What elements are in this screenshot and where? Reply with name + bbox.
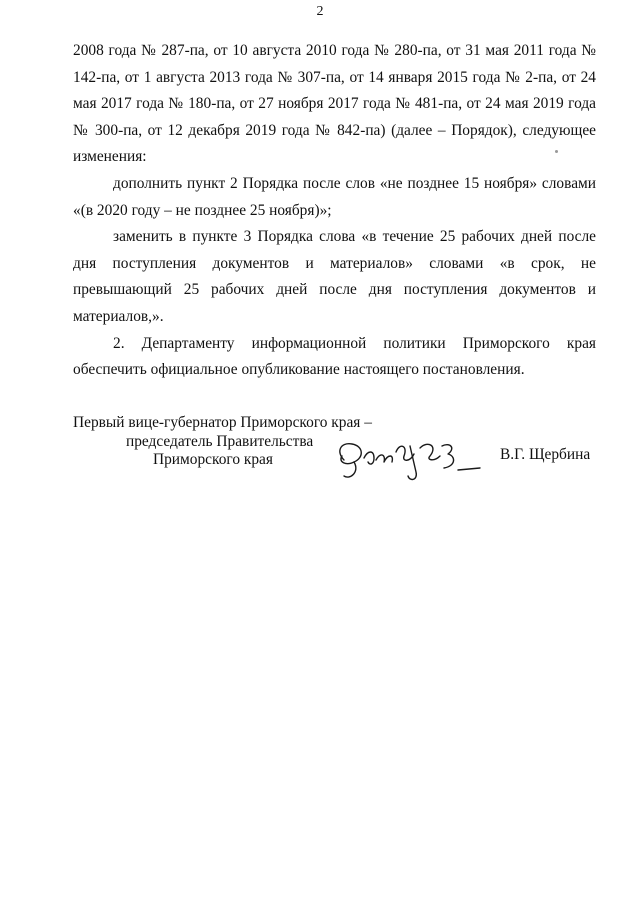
signatory-title-line-3: Приморского края bbox=[153, 451, 273, 468]
document-body bbox=[73, 38, 596, 384]
signatory-title-line-1: Первый вице-губернатор Приморского края – bbox=[73, 414, 372, 431]
signatory-title bbox=[73, 414, 372, 470]
paragraph-publication-order: 2. Департаменту информационной политики Приморского края обеспечить официальное опубликование настоящего постановления. bbox=[73, 334, 596, 379]
page-number: 2 bbox=[316, 4, 324, 19]
paragraph-amended-acts: 2008 года № 287-па, от 10 августа 2010 года № 280-па, от 31 мая 2011 года № 142-па, от 1 августа 2013 года № 307-па, от 14 января 2015 года № 2-па, от 24 мая 2017 года № 180-па, от 27 ноября 2017 года № 481-па, от 24 мая 2019 года № 300-па, от 12 декабря 2019 года № 842-па) (далее – Порядок), следующее изменения: bbox=[73, 42, 596, 166]
signatory-name: В.Г. Щербина bbox=[500, 446, 591, 463]
paragraph-item-3-amendment: заменить в пункте 3 Порядка слова «в течение 25 рабочих дней после дня поступления документов и материалов» словами «в срок, не превышающий 25 рабочих дней после дня поступления документов и материалов,». bbox=[73, 228, 596, 325]
scan-mark bbox=[555, 150, 558, 153]
signatory-title-line-2: председатель Правительства bbox=[126, 432, 314, 450]
paragraph-item-2-amendment: дополнить пункт 2 Порядка после слов «не позднее 15 ноября» словами «(в 2020 году – не позднее 25 ноября)»; bbox=[73, 174, 596, 219]
handwritten-signature-icon bbox=[330, 432, 490, 492]
